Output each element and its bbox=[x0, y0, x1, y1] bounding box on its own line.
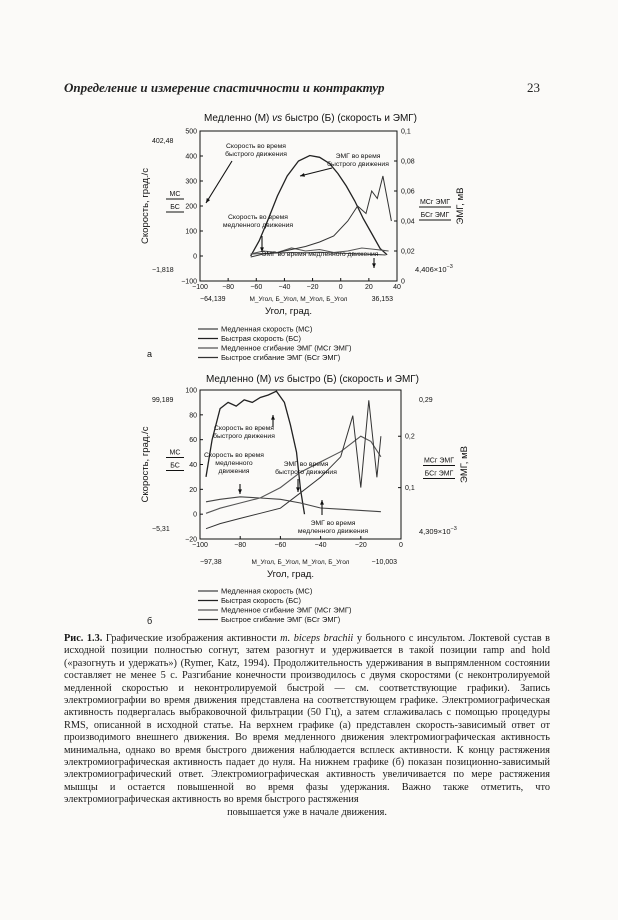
x-tick-label: 0 bbox=[399, 542, 403, 549]
x-tick-label: 40 bbox=[393, 284, 401, 291]
right-legend-fast-emg: БСг ЭМГ bbox=[420, 212, 450, 219]
annotation-label: движения bbox=[218, 468, 250, 475]
x-tick-label: −20 bbox=[306, 284, 319, 291]
annotation-arrow-head bbox=[320, 500, 324, 505]
x-min-label: −97,38 bbox=[200, 559, 222, 566]
y-tick-label: 100 bbox=[185, 228, 197, 236]
left-legend-slow: МС bbox=[169, 449, 181, 457]
annotation-label: быстрого движения bbox=[225, 151, 287, 158]
caption-text-1: Графические изображения активности bbox=[102, 633, 281, 644]
caption-label: Рис. 1.3. bbox=[64, 633, 103, 644]
x-tick-label: −80 bbox=[234, 542, 247, 549]
y2-axis-label: ЭМГ, мВ bbox=[459, 446, 470, 483]
annotation-arrow-head bbox=[238, 489, 242, 494]
y-tick-label: 300 bbox=[185, 178, 197, 186]
chart-title: Медленно (М) vs быстро (Б) (скорость и ЭМГ) bbox=[203, 113, 418, 124]
y2-min-label: $4,406\times 10^{-3}$ bbox=[415, 264, 453, 274]
annotation-label: ЭМГ во время bbox=[310, 520, 356, 527]
x-max-label: −10,003 bbox=[371, 559, 397, 566]
y-axis-label: Скорость, град./с bbox=[140, 426, 151, 503]
annotation-label: быстрого движения bbox=[327, 161, 389, 168]
annotation-arrow-head bbox=[372, 263, 376, 268]
annotation-label: Скорость во время bbox=[214, 425, 274, 432]
y2-max-label: 0,29 bbox=[419, 397, 433, 404]
caption-muscle: m. biceps brachii bbox=[280, 633, 354, 644]
annotation-label: ЭМГ во время bbox=[335, 153, 381, 160]
panel-label: а bbox=[147, 349, 153, 359]
y-tick-label: 500 bbox=[185, 128, 197, 136]
right-legend-slow-emg: МСг ЭМГ bbox=[423, 457, 455, 465]
legend-entry: Быстрая скорость (БС) bbox=[221, 596, 302, 605]
y2-min-label: $4,309\times 10^{-3}$ bbox=[419, 526, 457, 536]
y-max-label: 402,48 bbox=[152, 138, 174, 145]
y-tick-label: 80 bbox=[189, 412, 197, 420]
annotation-arrow bbox=[300, 168, 332, 176]
legend-entry: Быстрое сгибание ЭМГ (БСг ЭМГ) bbox=[221, 615, 341, 624]
y-min-label: −1,818 bbox=[152, 267, 174, 274]
y-tick-label: 20 bbox=[189, 486, 197, 494]
x-min-label: −64,139 bbox=[200, 296, 226, 303]
legend-entry: Медленное сгибание ЭМГ (МСг ЭМГ) bbox=[221, 343, 352, 353]
panel-label: б bbox=[147, 616, 153, 626]
x-tick-label: −100 bbox=[192, 542, 208, 549]
y-axis-label: Скорость, град./с bbox=[140, 168, 151, 244]
annotation-label: Скорость во время bbox=[228, 214, 288, 221]
y2-tick-label: 0,2 bbox=[405, 433, 415, 441]
annotation-label: ЭМГ во время bbox=[283, 461, 329, 468]
y2-tick-label: 0 bbox=[401, 278, 405, 286]
x-axis-label: Угол, град. bbox=[265, 306, 312, 317]
x-tick-label: −20 bbox=[354, 542, 367, 549]
y-tick-label: 40 bbox=[189, 462, 197, 469]
x-axis-label: Угол, град. bbox=[267, 569, 314, 580]
x-max-label: 36,153 bbox=[371, 296, 393, 303]
chart-title: Медленно (М) vs быстро (Б) (скорость и ЭМГ) bbox=[205, 374, 420, 385]
legend-entry: Медленное сгибание ЭМГ (МСг ЭМГ) bbox=[221, 605, 352, 615]
annotation-label: быстрого движения bbox=[213, 433, 275, 440]
y2-tick-label: 0,1 bbox=[401, 128, 411, 136]
right-legend-fast-emg: БСг ЭМГ bbox=[424, 470, 454, 478]
y2-tick-label: 0,02 bbox=[401, 248, 415, 256]
y-tick-label: 0 bbox=[193, 511, 197, 519]
y-min-label: −5,31 bbox=[152, 526, 170, 533]
annotation-label: медленного движения bbox=[297, 528, 369, 535]
x-tick-label: −100 bbox=[192, 284, 208, 291]
y2-tick-label: 0,04 bbox=[401, 218, 415, 226]
y-tick-label: 0 bbox=[193, 253, 197, 261]
annotation-label: Скорость во время bbox=[204, 452, 264, 459]
annotation-arrow-head bbox=[271, 415, 275, 420]
annotation-label: медленного bbox=[215, 460, 253, 467]
x-tick-label: 20 bbox=[364, 284, 373, 291]
y-max-label: 99,189 bbox=[152, 397, 174, 404]
x-tick-label: 0 bbox=[338, 284, 343, 291]
annotation-label: медленного движения bbox=[222, 222, 294, 229]
y2-tick-label: 0,08 bbox=[401, 158, 415, 166]
left-legend-fast: БС bbox=[170, 204, 180, 211]
y2-tick-label: 0,06 bbox=[401, 188, 415, 196]
left-legend-slow: МС bbox=[169, 191, 181, 198]
x-field-label: М_Угол, Б_Угол, М_Угол, Б_Угол bbox=[251, 559, 350, 566]
y2-axis-label: ЭМГ, мВ bbox=[455, 187, 466, 225]
left-legend-fast: БС bbox=[170, 462, 180, 470]
caption-text-2: у больного с инсультом. Локтевой сустав в исходной позиции полностью согнут, затем разогнут и удерживается в такой позиции ramp and hold («разогнуть и удержать») (Rymer, Katz, 1994). Продолжительность удерживания в выпрямленном состоянии составляет не менее 5 с. Разгибание конечности производилось с двумя скоростями (с неконтролируемой медленной скоростью и неконтролируемой быстрой — см. соответствующие графики). Запись электромиографии во время движения представлена на соответствующем графике. Электромиографическая активность подвергалась выбраковочной фильтрации (50 Гц), а затем сглаживалась с помощью процедуры RMS, описанной в исходной статье. На верхнем графике (а) представлен скорость-зависимый ответ от производимого внешнего движения. Во время медленного движения электромиографическая активность минимальна, однако во время быстрого движения наблюдается всплеск активности. К концу растяжения электромиографическая активность падает до нуля. На нижнем графике (б) показан позиционно-зависимый электромиографический ответ. Электромиографическая активность увеличивается по мере растяжения мышцы и остается повышенной во время фазы удержания. Важно также отметить, что электромиографическая активность во время быстрого растяжения bbox=[64, 633, 551, 806]
y-tick-label: 400 bbox=[185, 153, 197, 161]
annotation-arrow bbox=[206, 161, 232, 203]
legend-entry: Быстрая скорость (БС) bbox=[221, 334, 302, 343]
legend-entry: Медленная скорость (МС) bbox=[221, 324, 313, 334]
legend-entry: Медленная скорость (МС) bbox=[221, 586, 313, 596]
y-tick-label: 100 bbox=[185, 387, 197, 395]
page-number: 23 bbox=[527, 80, 540, 95]
series-fast-speed bbox=[251, 156, 387, 257]
caption-last-line: повышается уже в начале движения. bbox=[227, 806, 387, 818]
x-tick-label: −80 bbox=[222, 284, 235, 291]
right-legend-slow-emg: МСг ЭМГ bbox=[419, 199, 451, 206]
y2-tick-label: 0,1 bbox=[405, 485, 415, 493]
running-title: Определение и измерение спастичности и контрактур bbox=[64, 80, 385, 95]
y-tick-label: 200 bbox=[185, 203, 197, 211]
figure-caption bbox=[64, 633, 550, 819]
x-tick-label: −40 bbox=[314, 542, 327, 549]
annotation-arrow-head bbox=[296, 487, 300, 492]
y-tick-label: −20 bbox=[185, 536, 197, 544]
x-tick-label: −40 bbox=[278, 284, 291, 291]
x-tick-label: −60 bbox=[250, 284, 263, 291]
legend-entry: Быстрое сгибание ЭМГ (БСг ЭМГ) bbox=[221, 353, 341, 362]
series-slow-speed bbox=[206, 497, 381, 512]
annotation-label: быстрого движения bbox=[275, 469, 337, 476]
annotation-label: Скорость во время bbox=[226, 143, 286, 150]
y-tick-label: 60 bbox=[189, 437, 197, 445]
annotation-label: ЭМГ во время медленного движения bbox=[261, 251, 379, 258]
x-field-label: М_Угол, Б_Угол, М_Угол, Б_Угол bbox=[249, 296, 348, 303]
x-tick-label: −60 bbox=[274, 542, 287, 549]
y-tick-label: −100 bbox=[181, 278, 197, 286]
